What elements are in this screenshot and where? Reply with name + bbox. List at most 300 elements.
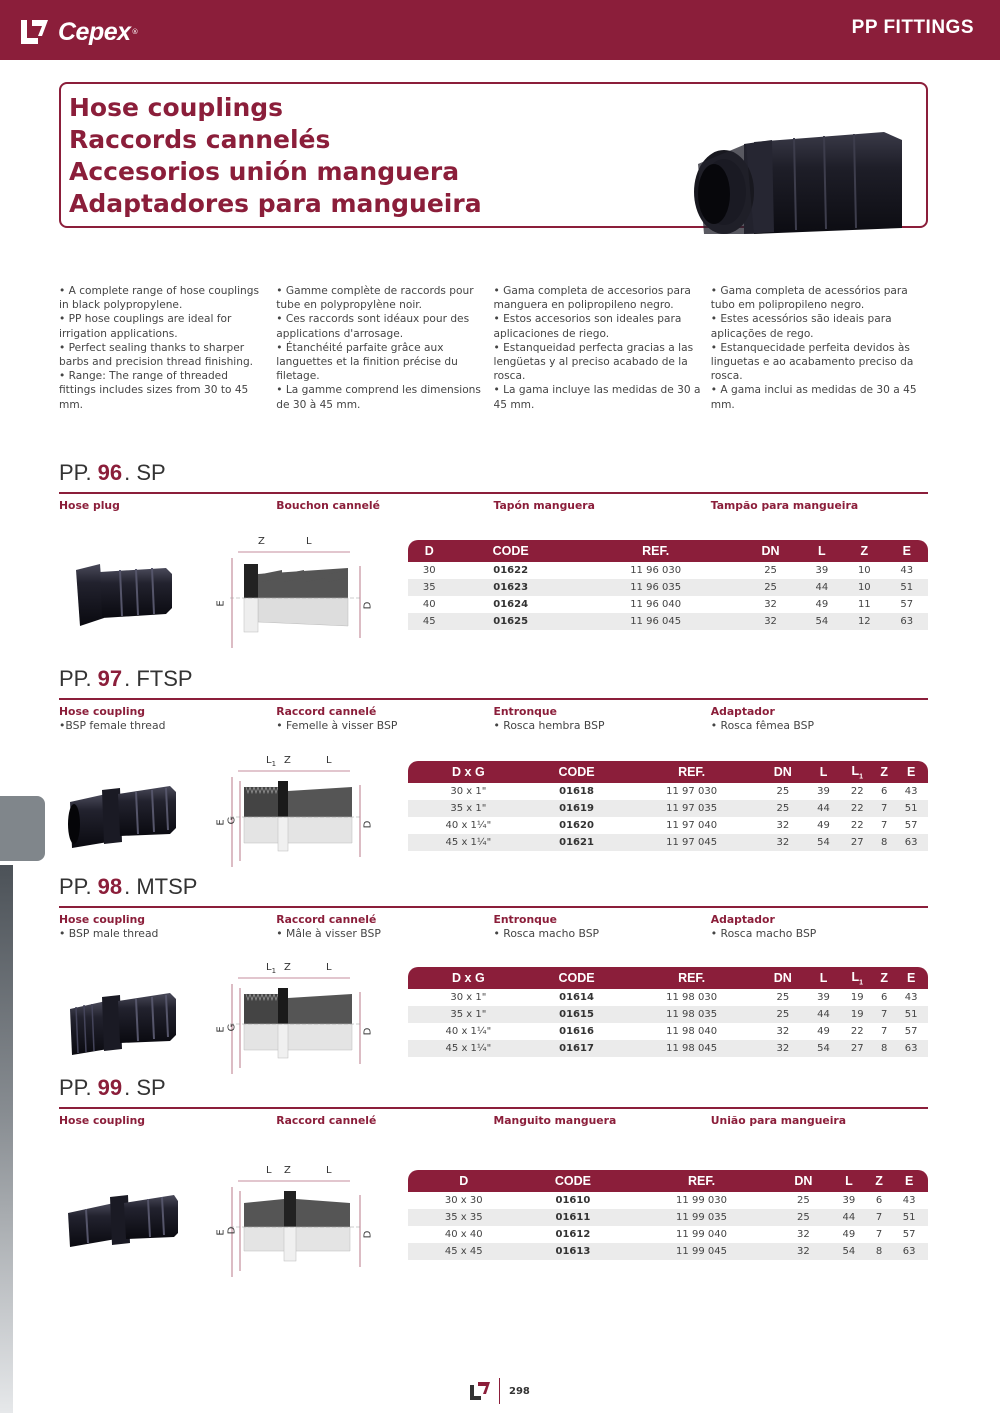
table-cell: 25 (776, 1009, 790, 1020)
series-lang-title: Adaptador (710, 705, 775, 718)
intro-text: • Gama completa de acessórios para tubo em polipropileno negro. (710, 285, 908, 312)
intro-text: • La gamme comprend les dimensions de 30 à 45 mm. (276, 384, 481, 411)
spec-column-header: DN (794, 1174, 813, 1188)
spec-header-row (408, 1170, 928, 1192)
series-lang-cell (59, 499, 276, 513)
dimension-label: D (362, 1027, 374, 1036)
table-cell: 32 (776, 1026, 790, 1037)
intro-text: • Estanquecidade perfeita devidos às linguetas e ao acabamento preciso da rosca. (710, 341, 914, 383)
series-lang-row (59, 1114, 928, 1128)
series-suffix: . FTSP (124, 666, 193, 691)
intro-col-es (494, 284, 711, 412)
table-row (408, 1006, 928, 1023)
table-cell: 54 (817, 837, 830, 848)
product-photo-double (62, 1175, 182, 1265)
series-pp98 (59, 874, 928, 941)
table-cell: 49 (817, 1026, 830, 1037)
spec-column-header: D (459, 1174, 469, 1188)
dimension-label: E (215, 1026, 227, 1033)
spec-column-header: $L_1$ (851, 969, 863, 987)
series-lang-subtitle: • Rosca fêmea BSP (710, 719, 815, 732)
spec-column-header: E (906, 765, 916, 779)
technical-drawing-wrap (210, 538, 380, 658)
table-cell: 8 (880, 837, 888, 848)
table-row (408, 596, 928, 613)
table-cell: 32 (776, 820, 790, 831)
table-cell: 27 (850, 837, 864, 848)
spec-column-header: E (902, 544, 911, 558)
table-cell: 39 (815, 565, 829, 576)
series-lang-row (59, 499, 928, 513)
spec-column-header: D (424, 544, 434, 558)
table-cell: 25 (797, 1212, 810, 1223)
series-lang-cell (59, 705, 276, 733)
table-cell: 25 (776, 803, 790, 814)
product-photo-wrap (62, 768, 182, 862)
table-cell: 44 (815, 582, 829, 593)
spec-table-head (408, 540, 928, 562)
series-lang-cell (494, 705, 711, 733)
dimension-label: E (215, 600, 227, 607)
table-cell: 10 (857, 565, 871, 576)
table-cell: 11 98 030 (666, 992, 718, 1003)
page-number: 298 (509, 1385, 530, 1397)
table-cell: 19 (850, 992, 864, 1003)
series-lang-title: Tapón manguera (493, 499, 595, 512)
dimension-label: $L_1$ (266, 962, 277, 975)
spec-column-header: L (819, 765, 828, 779)
title-box (59, 82, 928, 228)
footer-separator (499, 1378, 500, 1404)
series-lang-row (59, 913, 928, 941)
series-lang-subtitle: • Rosca macho BSP (493, 927, 600, 940)
series-lang-title: Manguito manguera (493, 1114, 617, 1127)
series-prefix: PP. (59, 460, 92, 485)
table-cell: 25 (797, 1195, 810, 1206)
table-row (408, 1243, 928, 1260)
spec-column-header: REF. (678, 971, 706, 985)
header-bar (0, 0, 1000, 60)
series-lang-title: Adaptador (710, 913, 775, 926)
dimension-label: L (266, 1165, 272, 1176)
table-cell: 43 (902, 1195, 916, 1206)
spec-column-header: Z (880, 971, 888, 985)
registered-mark: ® (131, 28, 139, 36)
table-cell: 35 x 35 (444, 1212, 483, 1223)
spec-table-body (408, 989, 928, 1057)
product-code-cell[interactable]: 01625 (493, 616, 529, 627)
table-cell: 25 (764, 565, 777, 576)
series-lang-cell (59, 1114, 276, 1128)
product-photo-female (62, 768, 182, 858)
table-cell: 49 (842, 1229, 856, 1240)
table-cell: 11 96 040 (630, 599, 682, 610)
dimension-label: Z (284, 1165, 291, 1176)
product-code-cell[interactable]: 01610 (555, 1195, 591, 1206)
intro-text: • Estos accesorios son ideales para aplicaciones de riego. (493, 313, 682, 340)
technical-drawing-wrap (210, 1167, 380, 1287)
table-cell: 25 (776, 786, 790, 797)
table-cell: 7 (880, 803, 888, 814)
spec-column-header: L (845, 1174, 853, 1188)
series-lang-title: Hose plug (59, 499, 120, 512)
table-cell: 7 (880, 1009, 888, 1020)
product-code-cell[interactable]: 01611 (555, 1212, 591, 1223)
spec-table-body (408, 562, 928, 630)
product-photo-wrap (62, 548, 182, 642)
series-lang-title: Hose coupling (59, 705, 146, 718)
table-cell: 40 x 1¼" (445, 1026, 492, 1037)
table-cell: 51 (902, 1212, 916, 1223)
intro-text: • Gamme complète de raccords pour tube en polypropylène noir. (276, 285, 474, 312)
series-lang-subtitle: • Rosca macho BSP (710, 927, 817, 940)
spec-table-body (408, 1192, 928, 1260)
spec-header-row (408, 761, 928, 783)
table-cell: 22 (850, 820, 864, 831)
table-cell: 32 (797, 1229, 810, 1240)
intro-text: • Gama completa de accesorios para manguera en polipropileno negro. (493, 285, 691, 312)
series-prefix: PP. (59, 874, 92, 899)
table-cell: 11 99 040 (676, 1229, 727, 1240)
table-cell: 11 96 045 (630, 616, 682, 627)
spec-column-header: Z (860, 544, 869, 558)
table-cell: 10 (857, 582, 871, 593)
table-cell: 32 (764, 599, 777, 610)
table-cell: 30 (422, 565, 436, 576)
table-cell: 51 (904, 1009, 918, 1020)
table-cell: 49 (817, 820, 830, 831)
product-photo-wrap (62, 975, 182, 1069)
product-code-cell[interactable]: 01617 (559, 1043, 594, 1054)
dimension-label: Z (284, 962, 291, 973)
spec-column-header: CODE (554, 1174, 591, 1188)
table-cell: 11 98 035 (666, 1009, 718, 1020)
table-cell: 7 (875, 1212, 883, 1223)
product-code-cell[interactable]: 01618 (559, 786, 594, 797)
table-cell: 25 (776, 992, 790, 1003)
series-divider (59, 906, 928, 908)
series-lang-title: Hose coupling (59, 913, 146, 926)
product-code-cell[interactable]: 01621 (559, 837, 594, 848)
table-cell: 43 (904, 992, 918, 1003)
product-code-cell[interactable]: 01623 (493, 582, 529, 593)
product-code-cell[interactable]: 01614 (559, 992, 594, 1003)
technical-drawing-wrap (210, 757, 380, 877)
intro-col-pt (711, 284, 928, 412)
intro-text: • Perfect sealing thanks to sharper barbs and precision thread finishing. (59, 341, 254, 369)
spec-column-header: $L_1$ (851, 763, 863, 781)
product-code-cell[interactable]: 01613 (555, 1246, 591, 1257)
series-lang-row (59, 705, 928, 733)
series-lang-cell (711, 499, 928, 513)
spec-table (408, 540, 928, 630)
intro-text: • A gama inclui as medidas de 30 a 45 mm. (710, 384, 917, 411)
intro-text: • Range: The range of threaded fittings includes sizes from 30 to 45 mm. (59, 370, 249, 411)
series-lang-cell (276, 499, 493, 513)
spec-column-header: CODE (558, 765, 595, 779)
table-cell: 12 (857, 616, 871, 627)
series-lang-subtitle: • Mâle à visser BSP (276, 927, 381, 940)
dimension-label: D (226, 1226, 238, 1235)
table-cell: 51 (904, 803, 918, 814)
series-prefix: PP. (59, 666, 92, 691)
table-cell: 35 x 1" (450, 803, 487, 814)
series-lang-title: Bouchon cannelé (276, 499, 380, 512)
spec-column-header: DN (773, 971, 792, 985)
table-cell: 45 (422, 616, 436, 627)
table-row (408, 579, 928, 596)
series-heading (59, 874, 928, 902)
spec-table (408, 761, 928, 851)
dimension-label: $L_1$ (266, 755, 277, 768)
product-code-cell[interactable]: 01615 (559, 1009, 594, 1020)
series-pp96 (59, 460, 928, 513)
dimension-label: L (306, 536, 312, 547)
series-lang-title: Raccord cannelé (276, 913, 377, 926)
spec-column-header: DN (773, 765, 792, 779)
table-cell: 11 98 045 (666, 1043, 718, 1054)
series-number: 96 (97, 460, 123, 485)
series-heading (59, 1075, 928, 1103)
series-lang-subtitle: • Femelle à visser BSP (276, 719, 398, 732)
series-suffix: . SP (124, 460, 166, 485)
table-cell: 11 97 035 (666, 803, 718, 814)
table-cell: 63 (902, 1246, 916, 1257)
dimension-label: L (326, 755, 332, 766)
dimension-label: E (215, 819, 227, 826)
spec-column-header: Z (880, 765, 888, 779)
table-cell: 39 (817, 786, 830, 797)
table-cell: 35 x 1" (450, 1009, 487, 1020)
series-lang-cell (711, 705, 928, 733)
title-fr: Raccords cannelés (69, 125, 331, 154)
spec-column-header: Z (875, 1174, 883, 1188)
product-code-cell[interactable]: 01620 (559, 820, 594, 831)
product-code-cell[interactable]: 01612 (555, 1229, 591, 1240)
table-cell: 35 (422, 582, 436, 593)
product-code-cell[interactable]: 01619 (559, 803, 594, 814)
table-cell: 30 x 1" (450, 992, 487, 1003)
table-cell: 7 (880, 1026, 888, 1037)
table-cell: 45 x 1¼" (445, 837, 492, 848)
product-photo-plug (62, 548, 182, 638)
series-lang-subtitle: • BSP male thread (59, 927, 159, 940)
table-cell: 44 (817, 803, 830, 814)
dimension-label: D (362, 601, 374, 610)
series-lang-cell (494, 499, 711, 513)
table-row (408, 800, 928, 817)
dimension-label: D (362, 820, 374, 829)
series-number: 99 (97, 1075, 123, 1100)
series-lang-title: Entronque (493, 913, 557, 926)
brand-logo[interactable] (18, 16, 139, 48)
intro-text: • La gama incluye las medidas de 30 a 45 mm. (493, 384, 701, 411)
series-prefix: PP. (59, 1075, 92, 1100)
table-cell: 40 (422, 599, 436, 610)
table-cell: 6 (875, 1195, 883, 1206)
table-cell: 22 (850, 1026, 864, 1037)
series-heading (59, 666, 928, 694)
dimension-label: L (326, 1165, 332, 1176)
spec-column-header: L (819, 971, 828, 985)
table-cell: 11 97 040 (666, 820, 718, 831)
table-cell: 8 (880, 1043, 888, 1054)
table-cell: 43 (904, 786, 918, 797)
series-lang-title: Tampão para mangueira (710, 499, 859, 512)
intro-text: • Étanchéité parfaite grâce aux languettes et la finition précise du filetage. (276, 341, 458, 383)
spec-table-head (408, 1170, 928, 1192)
table-cell: 11 99 035 (676, 1212, 727, 1223)
spec-column-header: REF. (642, 544, 670, 558)
cepex-footer-logo-icon (468, 1380, 492, 1402)
series-lang-title: Hose coupling (59, 1114, 146, 1127)
series-lang-cell (276, 705, 493, 733)
spec-header-row (408, 967, 928, 989)
spec-column-header: D x G (452, 765, 485, 779)
table-cell: 11 97 030 (666, 786, 718, 797)
table-cell: 11 (857, 599, 871, 610)
title-es: Accesorios unión manguera (69, 157, 460, 186)
product-code-cell[interactable]: 01622 (493, 565, 529, 576)
spec-table-head (408, 967, 928, 989)
series-lang-cell (711, 913, 928, 941)
cepex-logo-icon (18, 16, 56, 48)
table-row (408, 817, 928, 834)
product-photo-male (62, 975, 182, 1065)
technical-drawing-wrap (210, 964, 380, 1084)
table-cell: 57 (900, 599, 914, 610)
table-cell: 57 (902, 1229, 916, 1240)
series-lang-cell (494, 1114, 711, 1128)
table-cell: 6 (880, 786, 888, 797)
series-divider (59, 1107, 928, 1109)
table-row (408, 613, 928, 630)
section-title: PP FITTINGS (851, 17, 974, 38)
spec-column-header: D x G (452, 971, 485, 985)
table-cell: 39 (842, 1195, 856, 1206)
side-tab[interactable] (0, 796, 45, 861)
series-lang-subtitle: •BSP female thread (59, 719, 166, 732)
table-cell: 22 (850, 786, 864, 797)
table-cell: 11 99 030 (676, 1195, 727, 1206)
series-divider (59, 492, 928, 494)
series-pp97 (59, 666, 928, 733)
table-cell: 54 (815, 616, 829, 627)
footer (468, 1378, 530, 1404)
series-divider (59, 698, 928, 700)
table-cell: 30 x 1" (450, 786, 487, 797)
table-cell: 63 (900, 616, 914, 627)
table-cell: 63 (904, 837, 918, 848)
table-cell: 51 (900, 582, 914, 593)
table-cell: 54 (817, 1043, 830, 1054)
table-cell: 19 (850, 1009, 864, 1020)
product-photo-wrap (62, 1175, 182, 1269)
table-cell: 44 (842, 1212, 856, 1223)
spec-column-header: CODE (558, 971, 595, 985)
table-row (408, 834, 928, 851)
table-cell: 39 (817, 992, 830, 1003)
series-lang-title: Raccord cannelé (276, 705, 377, 718)
table-cell: 22 (850, 803, 864, 814)
table-cell: 40 x 1¼" (445, 820, 492, 831)
table-row (408, 1226, 928, 1243)
intro-text: • A complete range of hose couplings in black polypropylene. (59, 285, 260, 312)
intro-col-en (59, 284, 276, 412)
table-cell: 11 96 035 (630, 582, 682, 593)
table-cell: 49 (815, 599, 829, 610)
dimension-label: D (362, 1230, 374, 1239)
table-cell: 45 x 1¼" (445, 1043, 492, 1054)
intro-col-fr (276, 284, 493, 412)
spec-column-header: E (906, 971, 916, 985)
table-cell: 45 x 45 (444, 1246, 483, 1257)
dimension-label: Z (258, 536, 265, 547)
title-lines (61, 92, 482, 220)
table-row (408, 1209, 928, 1226)
intro-text: • PP hose couplings are ideal for irrigation applications. (59, 313, 232, 340)
table-cell: 32 (797, 1246, 810, 1257)
table-cell: 25 (764, 582, 777, 593)
spec-column-header: E (904, 1174, 914, 1188)
table-cell: 7 (875, 1229, 883, 1240)
series-suffix: . SP (124, 1075, 166, 1100)
series-heading (59, 460, 928, 488)
intro-text: • Estes acessórios são ideais para aplicações de rego. (710, 313, 892, 340)
product-code-cell[interactable]: 01616 (559, 1026, 594, 1037)
spec-table-body (408, 783, 928, 851)
table-cell: 43 (900, 565, 914, 576)
series-number: 98 (97, 874, 123, 899)
table-cell: 57 (904, 820, 918, 831)
table-cell: 11 98 040 (666, 1026, 718, 1037)
spec-column-header: L (818, 544, 826, 558)
table-row (408, 1192, 928, 1209)
spec-column-header: DN (761, 544, 780, 558)
table-cell: 7 (880, 820, 888, 831)
table-cell: 54 (842, 1246, 856, 1257)
spec-column-header: REF. (678, 765, 706, 779)
table-cell: 32 (776, 1043, 790, 1054)
series-lang-cell (59, 913, 276, 941)
table-cell: 6 (880, 992, 888, 1003)
table-row (408, 989, 928, 1006)
table-row (408, 1023, 928, 1040)
dimension-label: E (215, 1229, 227, 1236)
table-cell: 40 x 40 (444, 1229, 483, 1240)
intro-section (59, 284, 928, 412)
dimension-label: L (326, 962, 332, 973)
product-code-cell[interactable]: 01624 (493, 599, 529, 610)
table-cell: 11 96 030 (630, 565, 682, 576)
series-suffix: . MTSP (124, 874, 198, 899)
technical-drawing-plug (210, 538, 380, 658)
title-en: Hose couplings (69, 93, 284, 122)
table-row (408, 1040, 928, 1057)
spec-column-header: CODE (492, 544, 529, 558)
table-cell: 27 (850, 1043, 864, 1054)
dimension-label: G (226, 816, 238, 825)
dimension-label: G (226, 1023, 238, 1032)
series-lang-title: Raccord cannelé (276, 1114, 377, 1127)
series-lang-cell (276, 1114, 493, 1128)
table-cell: 32 (764, 616, 777, 627)
brand-name: Cepex (58, 17, 131, 46)
table-cell: 32 (776, 837, 790, 848)
table-cell: 8 (875, 1246, 883, 1257)
title-pt: Adaptadores para mangueira (69, 189, 482, 218)
spec-table (408, 1170, 928, 1260)
